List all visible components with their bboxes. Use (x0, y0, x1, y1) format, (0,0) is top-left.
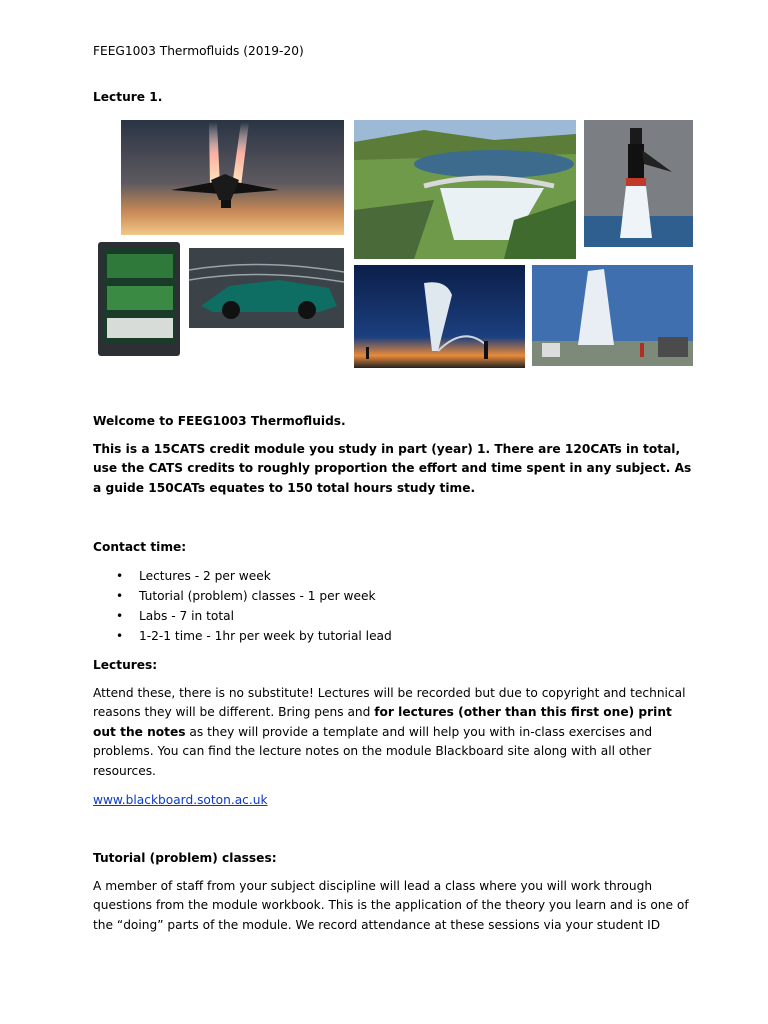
course-title: FEEG1003 Thermofluids (2019-20) (93, 44, 304, 58)
high-altitude-balloon-photo (354, 265, 525, 368)
list-item-label: Lectures - 2 per week (139, 569, 271, 583)
list-item (93, 566, 392, 586)
geyser-eruption-photo (532, 265, 693, 366)
lectures-text-bold: for lectures (other than this first one) print out the notes (93, 705, 672, 739)
drinks-fridge-photo (95, 238, 183, 358)
sports-car-wind-tunnel-photo (189, 248, 344, 328)
list-item-label: Tutorial (problem) classes - 1 per week (139, 589, 376, 603)
list-item-label: 1-2-1 time - 1hr per week by tutorial lead (139, 629, 392, 643)
bullet-icon: • (116, 629, 124, 643)
list-item (93, 626, 392, 646)
hydroelectric-dam-photo (354, 120, 576, 259)
contact-time-list (93, 566, 392, 646)
lecture-heading: Lecture 1. (93, 90, 163, 104)
module-intro: This is a 15CATS credit module you study in part (year) 1. There are 120CATs in total, use the CATS credits to roughly proportion the effort and time spent in any subject. As a guide 150CATs equates to 150 total hours study time. (93, 442, 692, 495)
lectures-paragraph (93, 684, 693, 781)
contact-time-heading: Contact time: (93, 540, 187, 554)
lectures-text-1: Attend these, there is no substitute! Lectures will be recorded but due to copyright and technical reasons they will be different. Bring pens and (93, 686, 686, 720)
tutorial-paragraph: A member of staff from your subject discipline will lead a class where you will work through questions from the module workbook. This is the application of the theory you learn and is one of the “doing” parts of the module. We record attendance at these sessions via your student ID (93, 879, 689, 932)
lectures-text-2: as they will provide a template and will help you with in-class exercises and problems. You can find the lecture notes on the module Blackboard site along with all other resources. (93, 724, 653, 778)
bullet-icon: • (116, 609, 124, 623)
welcome-heading: Welcome to FEEG1003 Thermofluids. (93, 414, 346, 428)
tutorial-heading: Tutorial (problem) classes: (93, 851, 277, 865)
blackboard-link[interactable]: www.blackboard.soton.ac.uk (93, 793, 268, 807)
list-item (93, 606, 392, 626)
list-item (93, 586, 392, 606)
flyboard-rider-photo (584, 120, 693, 247)
lectures-heading: Lectures: (93, 658, 158, 672)
fighter-jet-afterburner-photo (121, 120, 344, 235)
bullet-icon: • (116, 569, 124, 583)
bullet-icon: • (116, 589, 124, 603)
list-item-label: Labs - 7 in total (139, 609, 234, 623)
